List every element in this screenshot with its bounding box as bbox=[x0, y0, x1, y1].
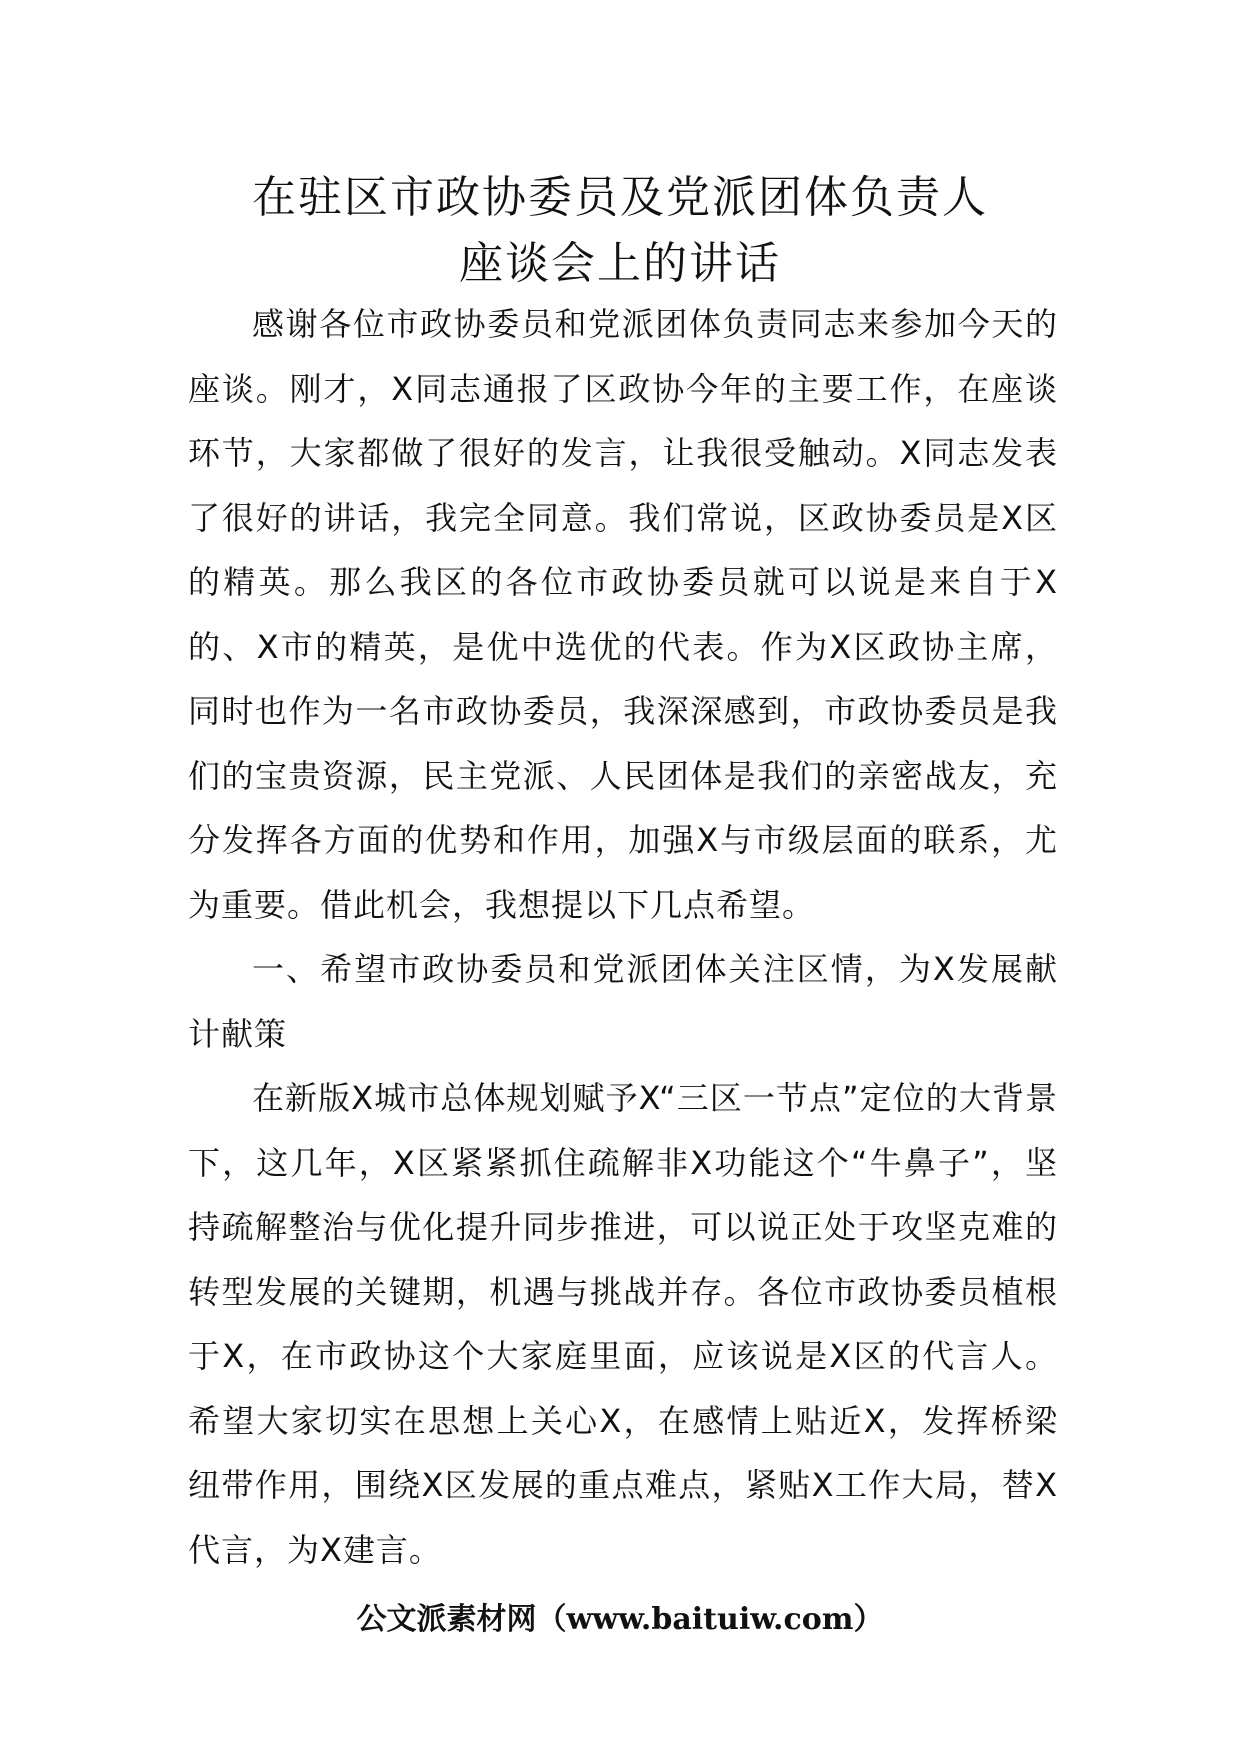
paragraph-section-1: 在新版X城市总体规划赋予X“三区一节点”定位的大背景下，这几年，X区紧紧抓住疏解非X功能这个“牛鼻子”，坚持疏解整治与优化提升同步推进，可以说正处于攻坚克难的转型发展的关键期，机遇与挑战并存。各位市政协委员植根于X，在市政协这个大家庭里面，应该说是X区的代言人。希望大家切实在思想上关心X，在感情上贴近X，发挥桥梁纽带作用，围绕X区发展的重点难点，紧贴X工作大局，替X代言，为X建言。 bbox=[188, 1079, 1058, 1569]
page-title-line-2: 座谈会上的讲话 bbox=[459, 238, 781, 289]
footer-source-text: 公文派素材网（www.baituiw.com） bbox=[356, 1602, 884, 1637]
document-body bbox=[188, 292, 1058, 1582]
paragraph-intro: 感谢各位市政协委员和党派团体负责同志来参加今天的座谈。刚才，X同志通报了区政协今年的主要工作，在座谈环节，大家都做了很好的发言，让我很受触动。X同志发表了很好的讲话，我完全同意。我们常说，区政协委员是X区的精英。那么我区的各位市政协委员就可以说是来自于X的、X市的精英，是优中选优的代表。作为X区政协主席，同时也作为一名市政协委员，我深深感到，市政协委员是我们的宝贵资源，民主党派、人民团体是我们的亲密战友，充分发挥各方面的优势和作用，加强X与市级层面的联系，尤为重要。借此机会，我想提以下几点希望。 bbox=[188, 305, 1058, 924]
page-title-line-1: 在驻区市政协委员及党派团体负责人 bbox=[252, 172, 988, 223]
section-heading-1: 一、希望市政协委员和党派团体关注区情，为X发展献计献策 bbox=[188, 950, 1058, 1053]
